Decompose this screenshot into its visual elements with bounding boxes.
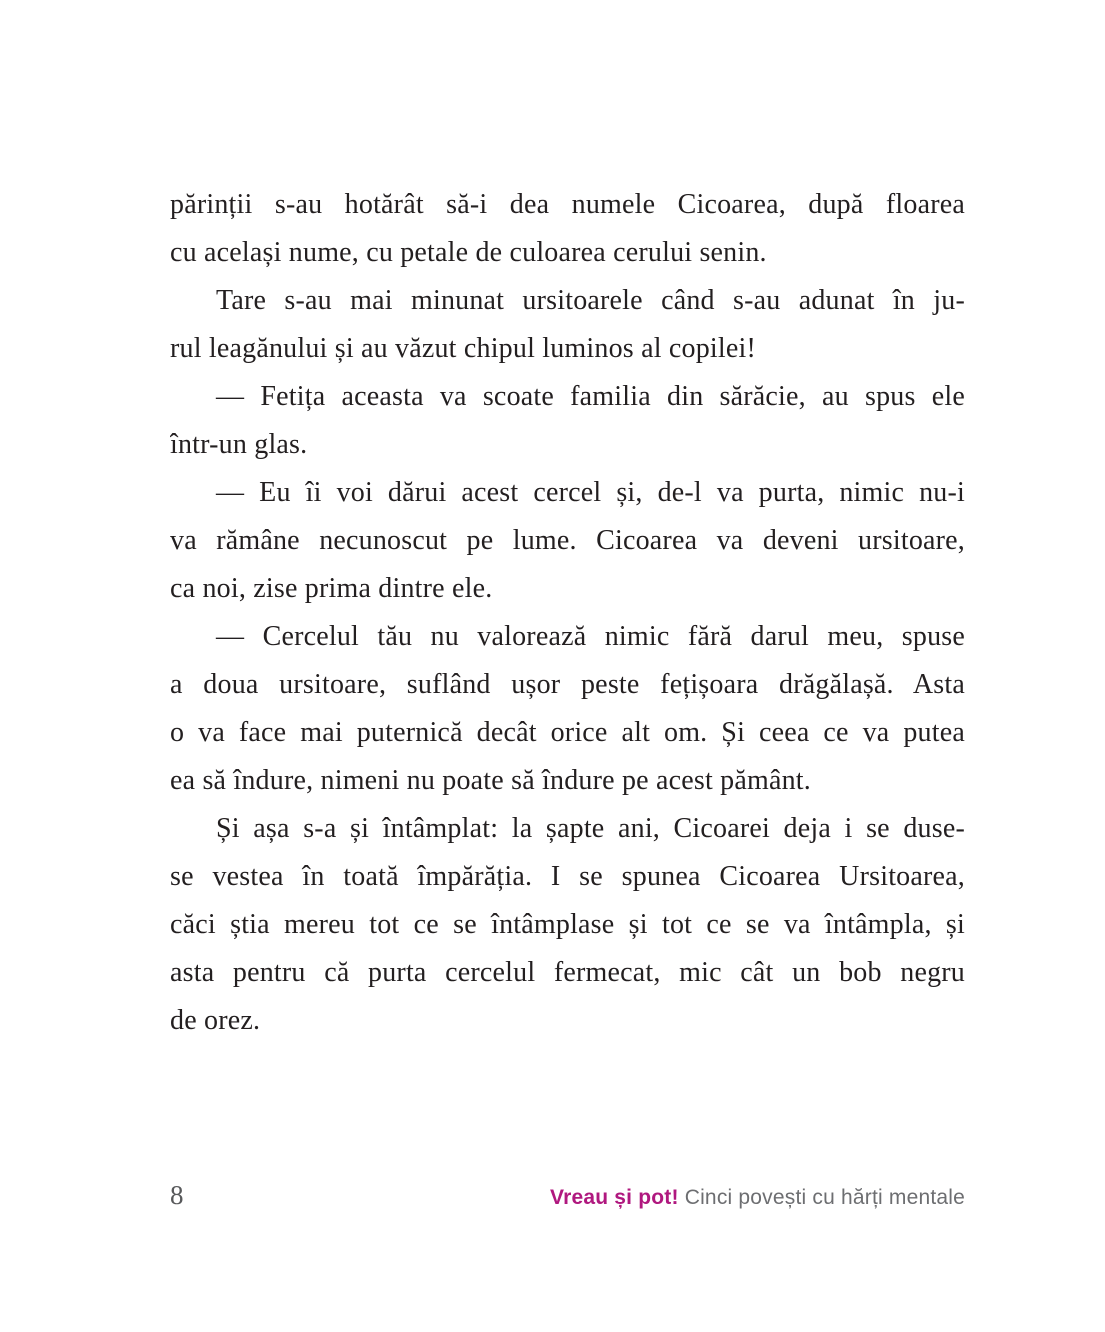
text-line: se vestea în toată împărăția. I se spunea Cicoarea Ursitoarea, xyxy=(170,861,965,892)
text-line: căci știa mereu tot ce se întâmplase și tot ce se va întâmpla, și xyxy=(170,909,965,940)
text-line: ca noi, zise prima dintre ele. xyxy=(170,573,493,604)
text-line: asta pentru că purta cercelul fermecat, mic cât un bob negru xyxy=(170,957,965,988)
story-text xyxy=(170,181,965,1045)
paragraph xyxy=(170,373,965,469)
text-line: o va face mai puternică decât orice alt om. Și ceea ce va putea xyxy=(170,717,965,748)
footer-running-title xyxy=(550,1186,965,1210)
page-number: 8 xyxy=(170,1180,184,1210)
paragraph xyxy=(170,805,965,1045)
paragraph xyxy=(170,181,965,277)
text-line: — Fetița aceasta va scoate familia din sărăcie, au spus ele xyxy=(216,381,965,412)
text-line: ea să îndure, nimeni nu poate să îndure pe acest pământ. xyxy=(170,765,811,796)
page-footer xyxy=(170,1180,965,1211)
text-line: — Eu îi voi dărui acest cercel și, de-l va purta, nimic nu-i xyxy=(216,477,965,508)
paragraph xyxy=(170,613,965,805)
text-line: într-un glas. xyxy=(170,429,308,460)
paragraph xyxy=(170,469,965,613)
text-line: — Cercelul tău nu valorează nimic fără darul meu, spuse xyxy=(216,621,965,652)
text-line: a doua ursitoare, suflând ușor peste fețișoara drăgălașă. Asta xyxy=(170,669,965,700)
book-title: Vreau și pot! xyxy=(550,1186,679,1209)
text-line: Tare s-au mai minunat ursitoarele când s-au adunat în ju- xyxy=(216,285,965,316)
text-line: de orez. xyxy=(170,1005,261,1036)
text-line: cu același nume, cu petale de culoarea cerului senin. xyxy=(170,237,767,268)
book-subtitle: Cinci povești cu hărți mentale xyxy=(678,1186,965,1209)
text-line: părinții s-au hotărât să-i dea numele Cicoarea, după floarea xyxy=(170,189,965,220)
text-line: Și așa s-a și întâmplat: la șapte ani, Cicoarei deja i se duse- xyxy=(216,813,965,844)
text-line: rul leagănului și au văzut chipul luminos al copilei! xyxy=(170,333,757,364)
paragraph xyxy=(170,277,965,373)
text-line: va rămâne necunoscut pe lume. Cicoarea va deveni ursitoare, xyxy=(170,525,965,556)
